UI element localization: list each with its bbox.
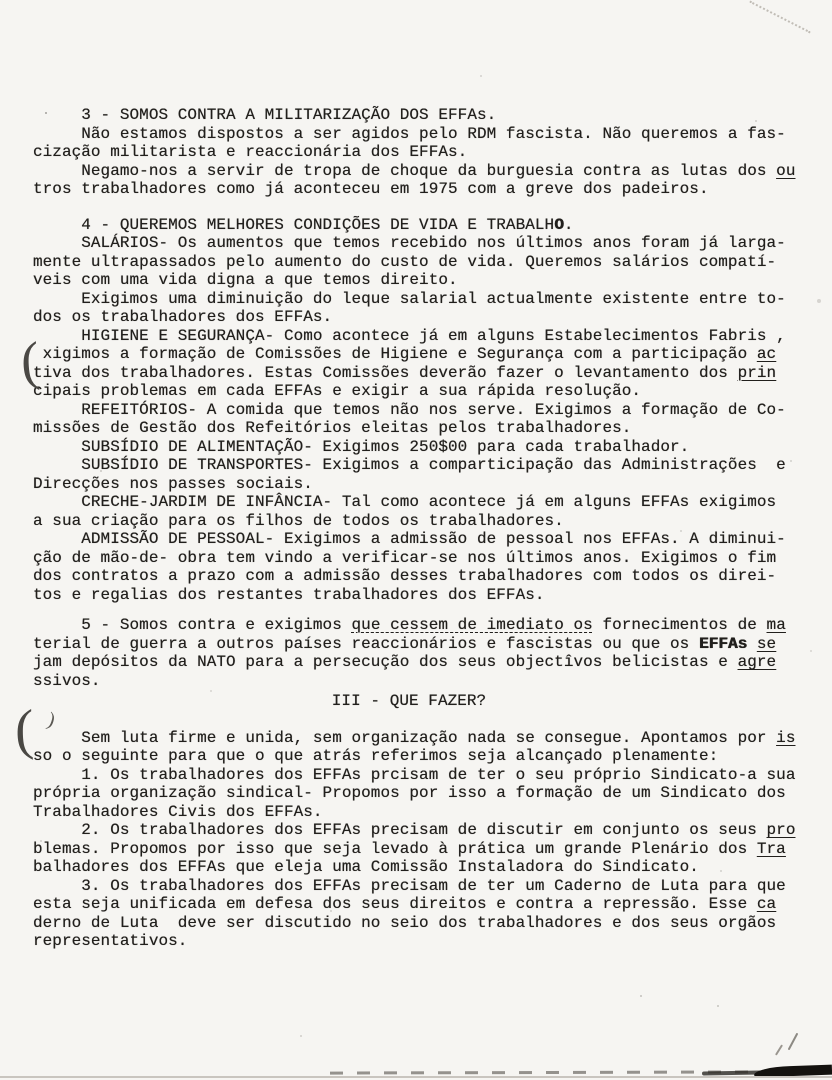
text-line: ção de mão-de- obra tem vindo a verificar-se nos últimos anos. Exigimos o fim [33,548,777,567]
text-line: 3 - SOMOS CONTRA A MILITARIZAÇÃO DOS EFFAs. [33,106,497,124]
text-line: própria organização sindical- Propomos por isso a formação de um Sindicato dos [33,784,786,802]
text-line: 2. Os trabalhadores dos EFFAs precisam de discutir em conjunto os seus pro [33,821,796,839]
list-item-2-plenario [33,821,796,877]
heading-que-fazer [33,692,785,711]
heading-section-4 [33,216,796,235]
paragraph-salarios [33,234,796,290]
text-line: so o seguinte para que o que atrás referimos seja alcançado plenamente: [33,747,719,765]
text-line: 4 - QUEREMOS MELHORES CONDIÇÕES DE VIDA E TRABALHO. [33,215,574,234]
text-line: SUBSÍDIO DE TRANSPORTES- Exigimos a comparticipação das Administrações e [33,456,786,474]
text-line: ADMISSÃO DE PESSOAL- Exigimos a admissão de pessoal nos EFFAs. A diminui- [33,530,786,548]
text-line: REFEITÓRIOS- A comida que temos não nos serve. Exigimos a formação de Co- [33,400,786,419]
text-line: cização militarista e reaccionária dos EFFAs. [33,143,468,161]
scan-edge-dashes [330,1070,760,1074]
paragraph-tropa-de-choque [33,162,796,199]
text-line: Trabalhadores Civis dos EFFAs. [33,802,323,821]
text-line: SUBSÍDIO DE ALIMENTAÇÃO- Exigimos 250$00 para cada trabalhador. [33,437,690,456]
text-line: derno de Luta deve ser discutido no seio dos trabalhadores e dos seus orgãos [33,913,777,932]
text-line: Não estamos dispostos a ser agidos pelo RDM fascista. Não queremos a fas- [33,124,786,143]
document-text [33,106,796,951]
text-line: Sem luta firme e unida, sem organização nada se consegue. Apontamos por is [33,728,796,747]
paragraph-rdm [33,125,796,162]
text-line: Negamo-nos a servir de tropa de choque da burguesia contra as lutas dos ou [33,161,796,180]
text-line: 5 - Somos contra e exigimos que cessem de imediato os fornecimentos de ma [33,616,786,634]
text-line: CRECHE-JARDIM DE INFÂNCIA- Tal como acontece já em alguns EFFAs exigimos [33,493,777,511]
text-line: ssivos. [33,671,101,690]
text-line: tos e regalias dos restantes trabalhadores dos EFFAs. [33,585,545,604]
text-line: 3. Os trabalhadores dos EFFAs precisam de ter um Caderno de Luta para que [33,876,786,895]
text-line: xigimos a formação de Comissões de Higiene e Segurança com a participação ac [33,345,777,363]
handwritten-tick-mark: ) [44,708,58,732]
paragraph-subsidio-alimentacao [33,438,796,457]
scan-smudge-top-right [749,1,810,34]
text-line: balhadores dos EFFAs que eleja uma Comissão Instaladora do Sindicato. [33,858,699,876]
text-line: tros trabalhadores como já aconteceu em 1975 com a greve dos padeiros. [33,180,709,198]
text-line: mente ultrapassados pelo aumento do custo de vida. Queremos salários compatí- [33,252,777,271]
scan-edge-line [0,1076,832,1078]
text-line: HIGIENE E SEGURANÇA- Como acontece já em alguns Estabelecimentos Fabris , [33,326,786,345]
text-line: terial de guerra a outros países reaccionários e fascistas ou que os EFFAs se [33,634,777,653]
text-line: representativos. [33,932,188,950]
paragraph-sem-luta [33,729,796,766]
scan-edge-mark [702,1070,762,1075]
text-line: dos contratos a prazo com a admissão desses trabalhadores com todos os direi- [33,567,777,585]
text-line: missões de Gestão dos Refeitórios eleitas pelos trabalhadores. [33,419,632,437]
handwritten-paren-mark: ( [13,698,35,762]
paragraph-section-5 [33,616,796,690]
paragraph-higiene-seguranca [33,327,796,401]
text-line: III - QUE FAZER? [331,692,487,710]
paragraph-refeitorios [33,401,796,438]
pencil-stroke-bottom-right [788,1033,799,1051]
pencil-stroke-bottom-right [775,1044,783,1055]
text-line: dos os trabalhadores dos EFFAs. [33,308,333,326]
text-line: Exigimos uma diminuição do leque salarial actualmente existente entre to- [33,289,786,308]
text-line: tiva dos trabalhadores. Estas Comissões deverão fazer o levantamento dos prin [33,363,777,382]
paragraph-leque-salarial [33,290,796,327]
paragraph-subsidio-transportes [33,456,796,493]
text-line: esta seja unificada em defesa dos seus direitos e contra a repressão. Esse ca [33,895,777,913]
text-line: veis com uma vida digna a que temos direito. [33,271,458,289]
paper-noise [0,0,2,2]
list-item-3-caderno-de-luta [33,877,796,951]
paragraph-creche [33,493,796,530]
text-line: SALÁRIOS- Os aumentos que temos recebido nos últimos anos foram já larga- [33,234,786,252]
text-line: cipais problemas em cada EFFAs e exigir a sua rápida resolução. [33,382,642,400]
text-line: a sua criação para os filhos de todos os trabalhadores. [33,511,564,530]
handwritten-paren-mark: ( [18,330,42,392]
text-line: 1. Os trabalhadores dos EFFAs prcisam de ter o seu próprio Sindicato-a sua [33,765,796,784]
text-line: jam depósitos da NATO para a persecução dos seus objectîvos belicistas e agre [33,653,777,671]
paragraph-admissao-pessoal [33,530,796,604]
list-item-1-sindicato [33,766,796,822]
heading-section-3 [33,106,796,125]
text-line: blemas. Propomos por isso que seja levado à prática um grande Plenário dos Tra [33,839,786,858]
text-line: Direcções nos passes sociais. [33,474,313,493]
